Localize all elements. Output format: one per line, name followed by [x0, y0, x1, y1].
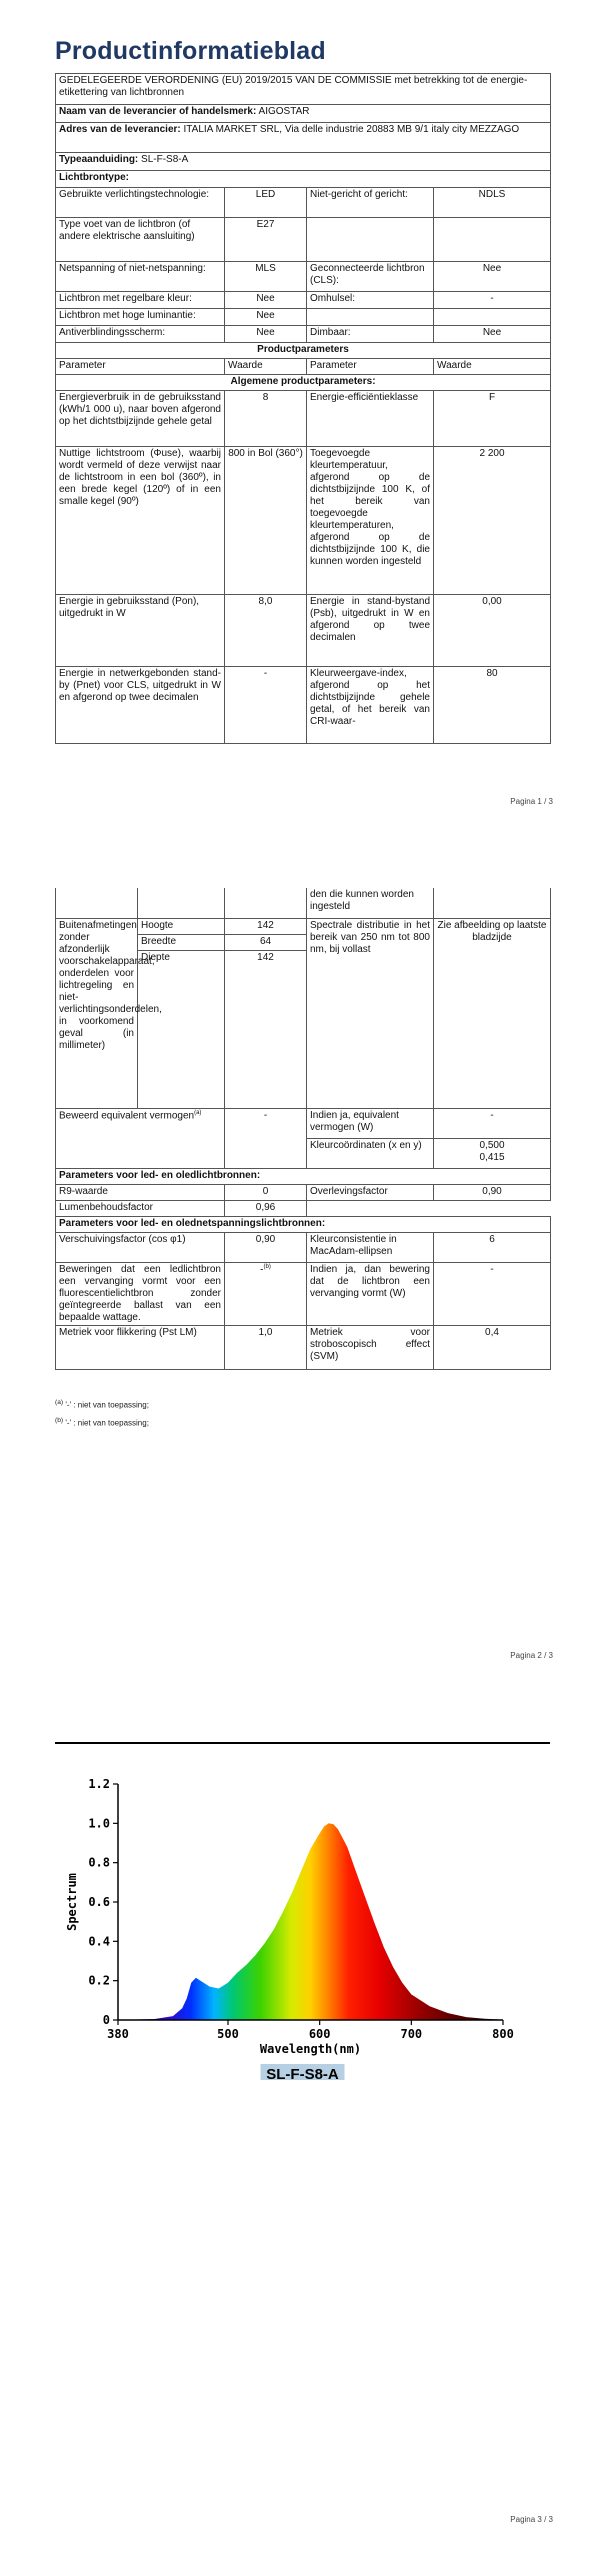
address-row — [56, 123, 551, 153]
dimension-label: Diepte — [138, 950, 225, 1108]
address-value: ITALIA MARKET SRL, Via delle industrie 20883 MB 9/1 italy city MEZZAGO — [183, 124, 520, 135]
type-label: Lichtbron met hoge luminantie: — [56, 309, 225, 326]
param-value: 80 — [434, 667, 551, 744]
continuation-row — [56, 888, 551, 918]
param-label: Energie in netwerkgebonden stand-by (Pnet) voor CLS, uitgedrukt in W en afgerond op twee decimalen — [56, 667, 225, 744]
y-tick-label: 1.2 — [88, 1777, 110, 1791]
footnote-b-marker: (b) — [263, 1263, 271, 1270]
bewering-value: -$^{(b)}$ — [225, 1262, 307, 1325]
x-tick-label: 700 — [400, 2027, 423, 2041]
x-tick-label: 380 — [107, 2027, 129, 2041]
param-value: F — [434, 391, 551, 447]
equivalent-power-label: Indien ja, equivalent vermogen (W) — [307, 1108, 434, 1138]
y-tick-label: 0.8 — [88, 1855, 110, 1870]
param-label: Energie-efficiëntieklasse — [307, 391, 434, 447]
type-label: Type voet van de lichtbron (of andere elektrische aansluiting) — [56, 218, 225, 262]
page-3 — [0, 1700, 603, 2560]
info-table-continued — [55, 888, 551, 1370]
supplier-row — [56, 105, 551, 123]
chart-caption: SL-F-S8-A — [266, 2066, 339, 2080]
supplier-value: AIGOSTAR — [258, 106, 310, 117]
page-2 — [0, 850, 603, 1700]
param-label: Kleurweergave-index, afgerond op het dichtstbijzijnde gehele getal, of het bereik van CRI-waar- — [307, 667, 434, 744]
param-row — [56, 447, 551, 595]
type-value: Nee — [225, 292, 307, 309]
regulation-text: GEDELEGEERDE VERORDENING (EU) 2019/2015 VAN DE COMMISSIE met betrekking tot de energie-etikettering van lichtbronnen — [56, 74, 551, 105]
dimension-value: 142 — [225, 918, 307, 934]
productparameters-heading: Productparameters — [56, 343, 551, 359]
document-title: Productinformatieblad — [55, 37, 326, 65]
param-value: 2 200 — [434, 447, 551, 595]
bewering-row — [56, 1262, 551, 1325]
col-param-header: Parameter — [307, 359, 434, 375]
macadam-value: 6 — [434, 1232, 551, 1262]
lumen-row — [56, 1200, 551, 1216]
info-table — [55, 73, 551, 744]
param-value: 8 — [225, 391, 307, 447]
kleurcoordinaten-label: Kleurcoördinaten (x en y) — [307, 1138, 434, 1168]
type-label: Omhulsel: — [307, 292, 434, 309]
spectral-value: Zie afbeelding op laatste bladzijde — [434, 918, 551, 1108]
param-label: Toegevoegde kleurtemperatuur, afgerond op de dichtstbijzijnde 100 K, of het bereik van toegevoegde kleurtemperaturen, afgerond op de dichtstbijzijnde 100 K, die kunnen worden ingesteld — [307, 447, 434, 595]
type-value: Nee — [434, 326, 551, 343]
lichtbrontype-heading: Lichtbrontype: — [56, 171, 551, 188]
col-waarde-header: Waarde — [434, 359, 551, 375]
strobo-label: Metriek voor stroboscopisch effect (SVM) — [307, 1325, 434, 1369]
model-row — [56, 153, 551, 171]
page-footer: Pagina 1 / 3 — [510, 797, 553, 806]
x-axis-label: Wavelength(nm) — [259, 2042, 362, 2056]
type-row — [56, 262, 551, 292]
type-label: Lichtbron met regelbare kleur: — [56, 292, 225, 309]
type-value: E27 — [225, 218, 307, 262]
type-label — [307, 218, 434, 262]
r9-value: 0 — [225, 1184, 307, 1200]
dimension-value: 64 — [225, 934, 307, 950]
param-value: - — [225, 667, 307, 744]
x-tick-label: 800 — [492, 2027, 514, 2041]
param-label: Energie in stand-bystand (Psb), uitgedrukt in W en afgerond op twee decimalen — [307, 595, 434, 667]
type-row — [56, 188, 551, 218]
equivalent-label: Beweerd equivalent vermogen$^{(a)}$ — [56, 1108, 225, 1168]
type-row — [56, 309, 551, 326]
flicker-row — [56, 1325, 551, 1369]
footnote-a: $^{(a)}$ '-' : niet van toepassing; — [55, 1399, 149, 1410]
param-label: Energie in gebruiksstand (Pon), uitgedrukt in W — [56, 595, 225, 667]
kleurcoordinaten-value: 0,500 0,415 — [434, 1138, 551, 1168]
dimension-row — [56, 918, 551, 934]
type-value: Nee — [434, 262, 551, 292]
y-axis-label: Spectrum — [65, 1873, 79, 1931]
flicker-value: 1,0 — [225, 1325, 307, 1369]
bewering2-label: Indien ja, dan bewering dat de lichtbron een vervanging vormt (W) — [307, 1262, 434, 1325]
y-tick-label: 0 — [102, 2013, 110, 2027]
address-label: Adres van de leverancier: — [59, 124, 181, 135]
equivalent-power-value: - — [434, 1108, 551, 1138]
column-header-row — [56, 359, 551, 375]
type-value — [434, 309, 551, 326]
param-row — [56, 667, 551, 744]
top-rule — [55, 1742, 550, 1744]
overleving-value: 0,90 — [434, 1184, 551, 1200]
lumen-label: Lumenbehoudsfactor — [56, 1200, 225, 1216]
y-tick-label: 1.0 — [88, 1816, 110, 1831]
y-tick-label: 0.4 — [88, 1934, 110, 1949]
page-1 — [0, 0, 603, 850]
overleving-label: Overlevingsfactor — [307, 1184, 434, 1200]
equivalent-row — [56, 1108, 551, 1138]
spectrum-area — [118, 1823, 503, 2020]
y-tick-label: 0.2 — [88, 1973, 110, 1988]
verschuiving-row — [56, 1232, 551, 1262]
param-value: 800 in Bol (360°) — [225, 447, 307, 595]
footnote-a-marker: (a) — [194, 1109, 202, 1116]
model-value: SL-F-S8-A — [141, 154, 189, 165]
footnote-b: $^{(b)}$ '-' : niet van toepassing; — [55, 1417, 149, 1428]
param-row — [56, 391, 551, 447]
type-value: Nee — [225, 309, 307, 326]
type-label — [307, 309, 434, 326]
buitenafmetingen-label: Buitenafmetingen zonder afzonderlijk voorschakelapparaat, onderdelen voor lichtregeling en niet-verlichtingsonderdelen, in voorkomend geval (in millimeter) — [56, 918, 138, 1108]
model-label: Typeaanduiding: — [59, 154, 139, 165]
type-row — [56, 292, 551, 309]
param-label: Nuttige lichtstroom (Φuse), waarbij wordt vermeld of deze verwijst naar de lichtstroom in een bol (360º), in een brede kegel (120º) of in een smalle kegel (90º) — [56, 447, 225, 595]
type-label: Netspanning of niet-netspanning: — [56, 262, 225, 292]
net-parameters-heading: Parameters voor led- en olednetspanningslichtbronnen: — [56, 1216, 551, 1232]
continuation-text: den die kunnen worden ingesteld — [307, 888, 434, 918]
dimension-value: 142 — [225, 950, 307, 1108]
bewering-label: Beweringen dat een ledlichtbron een vervanging vormt voor een fluorescentielichtbron zonder geïntegreerde ballast van een bepaalde wattage. — [56, 1262, 225, 1325]
type-value: Nee — [225, 326, 307, 343]
algemene-heading: Algemene productparameters: — [56, 375, 551, 391]
type-value: MLS — [225, 262, 307, 292]
spectral-label: Spectrale distributie in het bereik van 250 nm tot 800 nm, bij vollast — [307, 918, 434, 1108]
param-value: 8,0 — [225, 595, 307, 667]
type-row — [56, 218, 551, 262]
dimension-label: Breedte — [138, 934, 225, 950]
type-label: Antiverblindingsscherm: — [56, 326, 225, 343]
x-tick-label: 600 — [308, 2027, 331, 2041]
col-param-header: Parameter — [56, 359, 225, 375]
bewering2-value: - — [434, 1262, 551, 1325]
spectrum-chart — [0, 1750, 603, 2080]
verschuiving-label: Verschuivingsfactor (cos φ1) — [56, 1232, 225, 1262]
type-value: LED — [225, 188, 307, 218]
type-value: - — [434, 292, 551, 309]
led-parameters-heading: Parameters voor led- en oledlichtbronnen: — [56, 1168, 551, 1184]
type-label: Gebruikte verlichtingstechnologie: — [56, 188, 225, 218]
equivalent-value: - — [225, 1108, 307, 1168]
dimension-label: Hoogte — [138, 918, 225, 934]
param-value: 0,00 — [434, 595, 551, 667]
type-value: NDLS — [434, 188, 551, 218]
type-value — [434, 218, 551, 262]
lumen-value: 0,96 — [225, 1200, 307, 1216]
type-row — [56, 326, 551, 343]
type-label: Geconnecteerde lichtbron (CLS): — [307, 262, 434, 292]
page-footer: Pagina 2 / 3 — [510, 1651, 553, 1660]
verschuiving-value: 0,90 — [225, 1232, 307, 1262]
col-waarde-header: Waarde — [225, 359, 307, 375]
macadam-label: Kleurconsistentie in MacAdam-ellipsen — [307, 1232, 434, 1262]
page-footer: Pagina 3 / 3 — [510, 2515, 553, 2524]
flicker-label: Metriek voor flikkering (Pst LM) — [56, 1325, 225, 1369]
y-tick-label: 0.6 — [88, 1895, 110, 1909]
param-row — [56, 595, 551, 667]
r9-label: R9-waarde — [56, 1184, 225, 1200]
supplier-label: Naam van de leverancier of handelsmerk: — [59, 106, 257, 117]
strobo-value: 0,4 — [434, 1325, 551, 1369]
type-label: Dimbaar: — [307, 326, 434, 343]
x-tick-label: 500 — [217, 2027, 239, 2041]
param-label: Energieverbruik in de gebruiksstand (kWh/1 000 u), naar boven afgerond op het dichtstbijzijnde gehele getal — [56, 391, 225, 447]
r9-row — [56, 1184, 551, 1200]
type-label: Niet-gericht of gericht: — [307, 188, 434, 218]
